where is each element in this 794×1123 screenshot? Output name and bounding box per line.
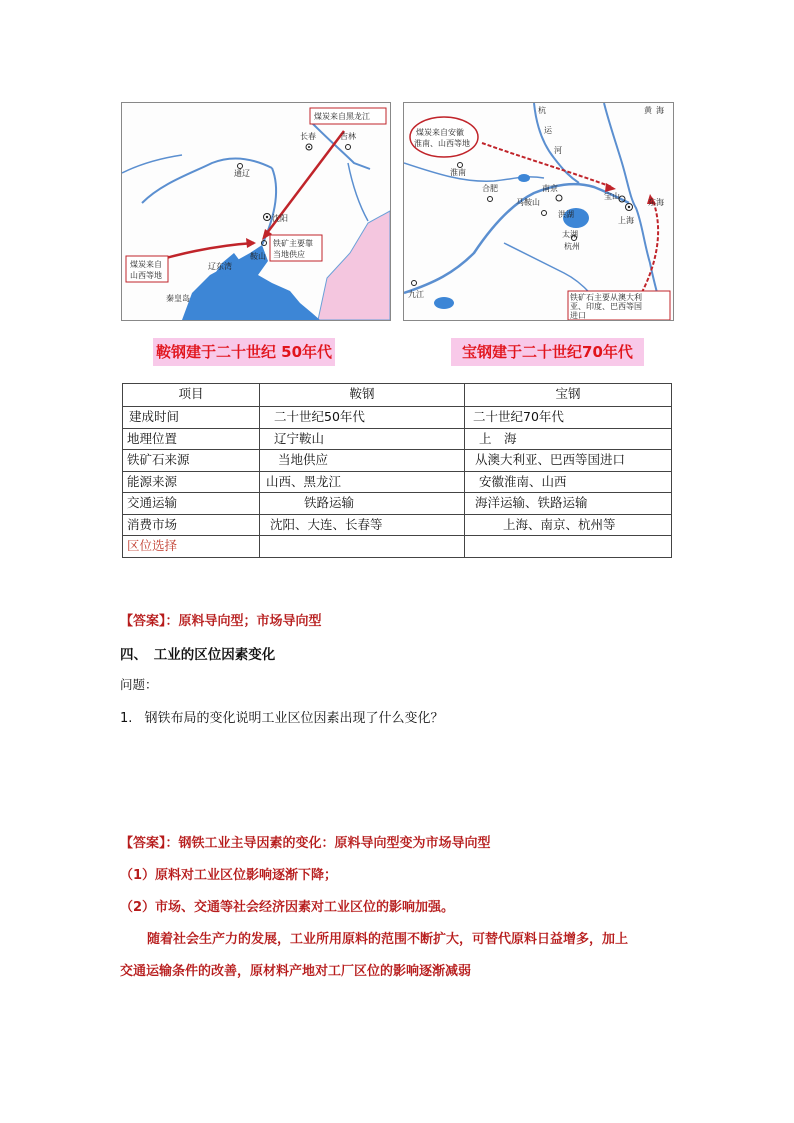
callout-heilongjiang: 煤炭来自黑龙江 (314, 112, 370, 121)
table-row (123, 514, 672, 536)
question-1 (120, 707, 444, 726)
map-label: 海 (656, 106, 664, 115)
caption-baoshan: 宝钢建于二十世纪70年代 (451, 338, 644, 366)
map-baoshan (403, 102, 674, 321)
comparison-table (122, 383, 672, 558)
table-header-cell: 项目 (123, 384, 260, 407)
question-number: 1. (120, 711, 133, 726)
map-label: 河 (554, 146, 562, 155)
caption-anshan: 鞍钢建于二十世纪 50年代 (153, 338, 335, 366)
city-label: 辽东湾 (208, 262, 232, 271)
table-header-row (123, 384, 672, 407)
table-row (123, 450, 672, 472)
map-label: 南京 (542, 184, 558, 193)
map-label: 合肥 (482, 184, 498, 193)
table-row (123, 428, 672, 450)
question-text: 钢铁布局的变化说明工业区位因素出现了什么变化？ (144, 711, 444, 726)
map-label: 洪湖 (558, 210, 574, 219)
table-cell: 沈阳、大连、长春等 (260, 514, 465, 536)
table-cell (260, 536, 465, 558)
answer-paragraph-line1: 随着社会生产力的发展，工业所用原料的范围不断扩大，可替代原料日益增多，加上 (147, 932, 629, 947)
table-cell: 安徽淮南、山西 (465, 471, 672, 493)
table-cell-location-choice: 区位选择 (123, 536, 260, 558)
section-title: 四、 工业的区位因素变化 (120, 647, 276, 663)
map-label: 宝山 (604, 192, 620, 201)
city-label: 秦皇岛 (166, 294, 190, 303)
answer-paragraph-line2: 交通运输条件的改善，原材料产地对工厂区位的影响逐渐减弱 (120, 964, 472, 979)
map-label: 杭州 (564, 242, 580, 251)
city-label: 沈阳 (272, 214, 288, 223)
city-label: 鞍山 (250, 252, 266, 261)
answer-2 (120, 832, 491, 851)
answer-1 (120, 610, 322, 629)
table-row (123, 493, 672, 515)
answer-prefix: 【答案】 (120, 836, 166, 851)
table-cell: 二十世纪70年代 (465, 407, 672, 429)
callout-ore-line1: 铁矿主要靠 (273, 239, 313, 248)
callout-coal-line1: 煤炭来自安徽 (416, 128, 464, 137)
table-header-cell: 鞍钢 (260, 384, 465, 407)
table-cell: 上海、南京、杭州等 (465, 514, 672, 536)
city-label: 通辽 (234, 169, 250, 178)
map-label: 黄 (644, 106, 652, 115)
answer-text: ：钢铁工业主导因素的变化：原料导向型变为市场导向型 (165, 836, 491, 851)
table-row (123, 471, 672, 493)
callout-import-line2: 亚、印度、巴西等国 (570, 302, 642, 311)
table-header-cell: 宝钢 (465, 384, 672, 407)
answer-text: ：原料导向型；市场导向型 (165, 614, 322, 629)
answer-prefix: 【答案】 (120, 614, 166, 629)
map-label: 淮南 (450, 168, 466, 177)
table-cell: 二十世纪50年代 (260, 407, 465, 429)
answer-point-1: （1）原料对工业区位影响逐渐下降； (120, 868, 338, 883)
map-label: 上海 (618, 216, 634, 225)
map-label: 东海 (648, 198, 664, 207)
callout-import-line1: 铁矿石主要从澳大利 (570, 293, 642, 302)
callout-coal-line2: 淮南、山西等地 (414, 139, 470, 148)
table-cell: 辽宁鞍山 (260, 428, 465, 450)
table-cell: 从澳大利亚、巴西等国进口 (465, 450, 672, 472)
table-cell: 海洋运输、铁路运输 (465, 493, 672, 515)
table-cell: 消费市场 (123, 514, 260, 536)
table-cell: 铁路运输 (260, 493, 465, 515)
answer-point-2: （2）市场、交通等社会经济因素对工业区位的影响加强。 (120, 900, 455, 915)
table-cell: 铁矿石来源 (123, 450, 260, 472)
map-anshan (121, 102, 391, 321)
table-cell: 上 海 (465, 428, 672, 450)
table-row (123, 536, 672, 558)
question-label: 问题： (120, 677, 158, 692)
callout-import-line3: 进口 (570, 311, 586, 320)
table-cell: 地理位置 (123, 428, 260, 450)
table-cell (465, 536, 672, 558)
map-label: 运 (544, 126, 552, 135)
city-label: 吉林 (340, 132, 356, 141)
map-label: 马鞍山 (516, 198, 540, 207)
table-cell: 交通运输 (123, 493, 260, 515)
map-label: 太湖 (562, 230, 578, 239)
map-label: 杭 (538, 106, 546, 115)
callout-ore-line2: 当地供应 (273, 250, 305, 259)
callout-shanxi-line2: 山西等地 (130, 271, 162, 280)
map-label: 九江 (408, 290, 424, 299)
table-cell: 山西、黑龙江 (260, 471, 465, 493)
table-cell: 当地供应 (260, 450, 465, 472)
table-row (123, 407, 672, 429)
table-cell: 建成时间 (123, 407, 260, 429)
table-cell: 能源来源 (123, 471, 260, 493)
callout-shanxi-line1: 煤炭来自 (130, 260, 162, 269)
city-label: 长春 (300, 132, 316, 141)
